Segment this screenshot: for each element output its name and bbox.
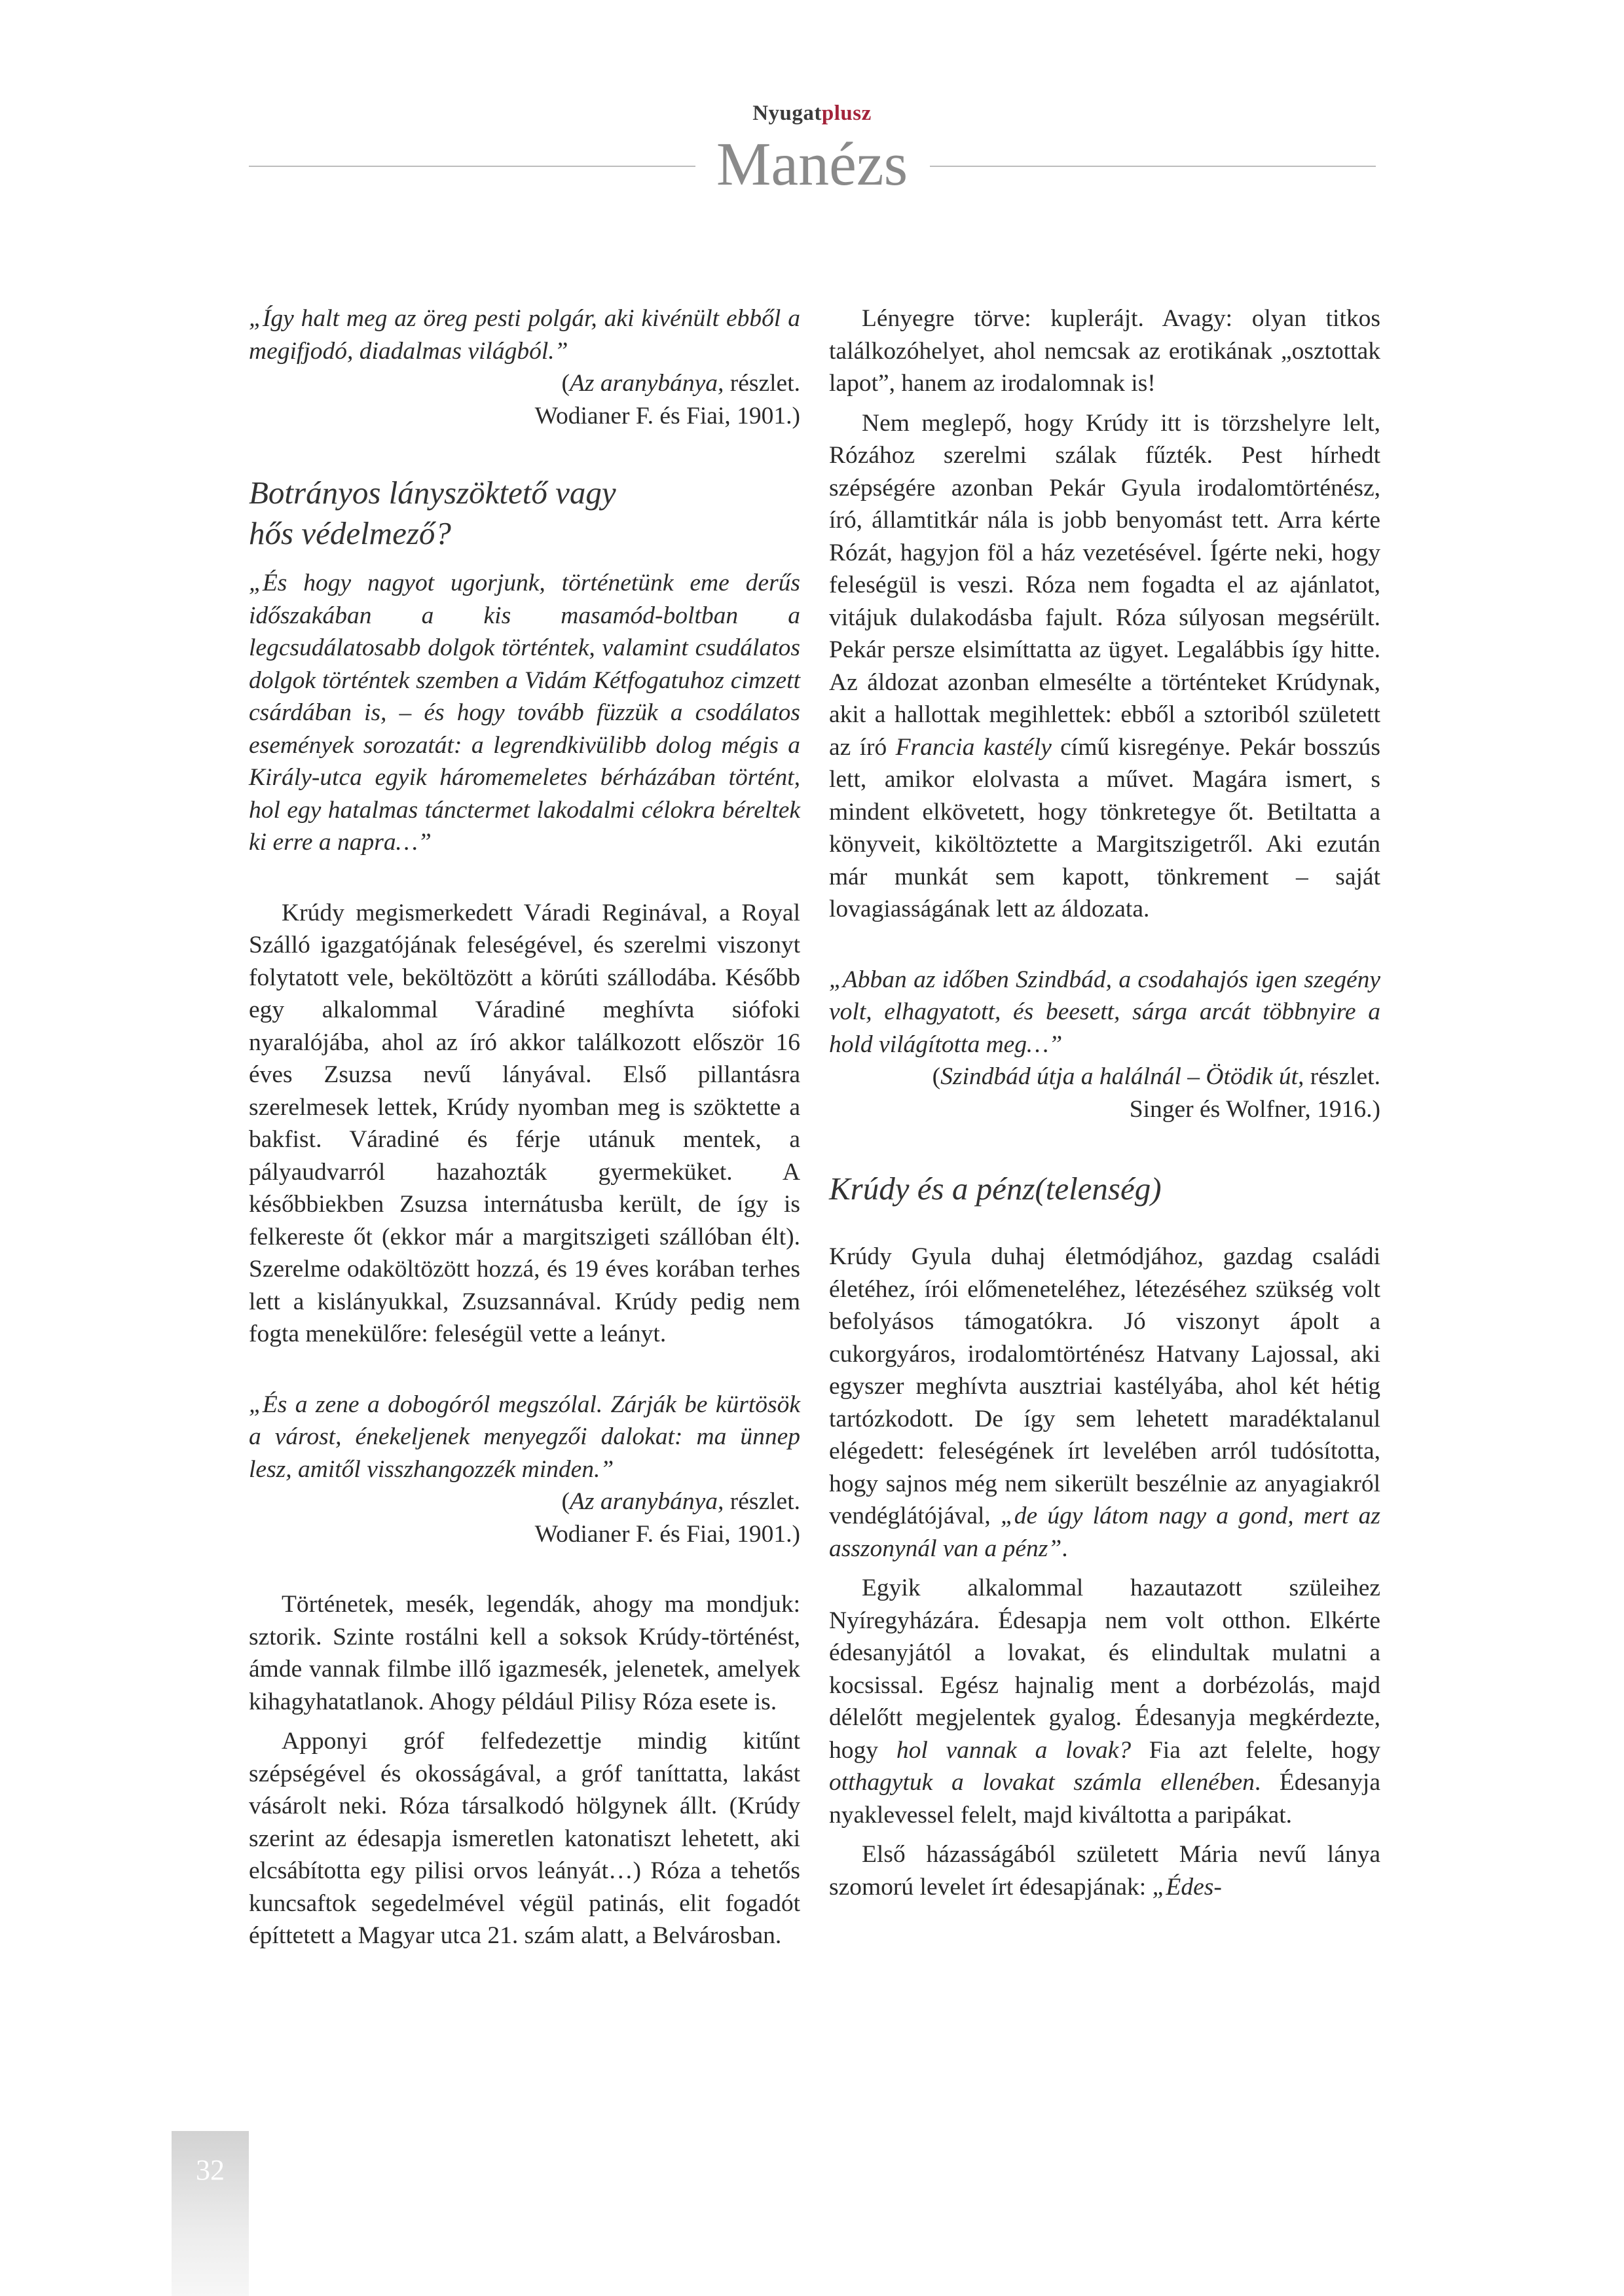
- heading-line-1: Botrányos lányszöktető vagy: [249, 475, 616, 511]
- source-title: Az aranybánya,: [570, 370, 724, 397]
- left-column: [249, 302, 800, 1952]
- hatvany-text-b: .: [1061, 1535, 1068, 1562]
- lovak-text-a: Egyik alkalommal hazautazott szüleihez Nyíregyházára. Édesapja nem volt otthon. Elkérte édesanyjától a lovakat, és elindultak mulatni a kocsissal. Egész hajnalig ment a dorbézolás, majd délelőtt megjelentek gyalog. Édesanyja megkérdezte, hogy: [829, 1575, 1380, 1764]
- brand-main: Nyugat: [752, 101, 822, 125]
- page-number: 32: [196, 2154, 225, 2186]
- quote-masamod: „És hogy nagyot ugorjunk, történetünk eme derűs időszakában a kis masamód-boltban a legcsudálatosabb dolgok történtek, valamint csudálatos dolgok történtek szemben a Vidám Kétfogatuhoz cimzett csárdában is, – és hogy tovább füzzük a csodálatos események sorozatát: a legrendkivülibb dolog mégis a Király-utca egyik háromemeletes bérházában történt, hol egy hatalmas tánctermet lakodalmi célokra béreltek ki erre a napra…”: [249, 570, 800, 856]
- source-rest: részlet.: [724, 1488, 800, 1515]
- source-paren: (: [932, 1063, 941, 1090]
- right-column: [829, 302, 1380, 1903]
- pekar-text-b: című kisregénye. Pekár bosszús lett, amikor elolvasta a művet. Magára ismert, s mindent elkövetett, hogy tönkretegye őt. Betiltatta a könyveit, kiköltöztette a Margitszigetről. Aki ezután már munkát sem kapott, tönkrement – saját lovagiasságának lett az áldozata.: [829, 733, 1380, 922]
- paragraph-maria: [829, 1838, 1380, 1903]
- lovak-text-b: Fia azt felelte, hogy: [1131, 1736, 1380, 1764]
- quote-szindbad: „Abban az időben Szindbád, a csodahajós igen szegény volt, elhagyatott, és beesett, sárga arcát többnyire a hold világította meg…”: [829, 966, 1380, 1058]
- quote-aranybanya-2: „És a zene a dobogóról megszólal. Zárják be kürtösök a várost, énekeljenek menyegzői dalokat: ma ünnep lesz, amitől visszhangozzék minden.”: [249, 1391, 800, 1483]
- lovak-text-c: . Édesanyja nyaklevessel felelt, majd kiváltotta a paripákat.: [829, 1769, 1380, 1829]
- quote-publisher-2: Wodianer F. és Fiai, 1901.): [534, 1520, 800, 1548]
- heading-penz: Krúdy és a pénz(telenség): [829, 1171, 1162, 1207]
- source-rest: részlet.: [724, 370, 800, 397]
- hatvany-text-a: Krúdy Gyula duhaj életmódjához, gazdag családi életéhez, írói előmeneteléhez, létezéséhez szükség volt befolyásos támogatókra. Jó viszonyt ápolt a cukorgyáros, irodalomtörténész Hatvany Lajossal, aki egyszer meghívta ausztriai kastélyába, ahol két hétig tartózkodott. De így sem lehetett maradéktalanul elégedett: feleségének írt levelében arról tudósította, hogy sajnos még nem sikerült beszélnie az anyagiakról vendéglátójával,: [829, 1243, 1380, 1529]
- quote-source-2: [249, 1485, 800, 1518]
- quote-publisher-1: Wodianer F. és Fiai, 1901.): [534, 402, 800, 429]
- paragraph-kuplerajt: Lényegre törve: kuplerájt. Avagy: olyan titkos találkozóhelyet, ahol nemcsak az erotikának „osztottak lapot”, hanem az irodalomnak is!: [829, 305, 1380, 397]
- paragraph-lovak: [829, 1572, 1380, 1831]
- source-title: Szindbád útja a halálnál – Ötödik út,: [940, 1063, 1304, 1090]
- paragraph-hatvany: [829, 1241, 1380, 1565]
- pekar-text-a: Nem meglepő, hogy Krúdy itt is törzshelyre lelt, Rózához szerelmi szálak fűzték. Pest hírhedt szépségére azonban Pekár Gyula irodalomtörténész, író, államtitkár nála is jobb benyomást tett. Arra kérte Rózát, hagyjon föl a ház vezetésével. Ígérte neki, hogy feleségül is veszi. Róza nem fogadta el az ajánlatot, vitájuk dulakodásba fajult. Róza súlyosan megsérült. Pekár persze elsimíttatta az ügyet. Legalábbis így hitte. Az áldozat azonban elmesélte a történteket Krúdynak, akit a hallottak megihlettek: ebből a sztoriból született az író: [829, 409, 1380, 761]
- maria-quote-start: „Édes-: [1152, 1873, 1222, 1901]
- quote-source-3: [829, 1061, 1380, 1093]
- quote-source-1: [249, 367, 800, 400]
- page-header: [0, 0, 1624, 216]
- source-paren: (: [561, 370, 570, 397]
- book-title-francia-kastely: Francia kastély: [895, 733, 1052, 761]
- lovak-answer: otthagytuk a lovakat számla ellenében: [829, 1769, 1255, 1796]
- header-rule-right: [930, 166, 1376, 167]
- magazine-brand: [0, 101, 1624, 126]
- section-title: Manézs: [716, 130, 908, 198]
- paragraph-apponyi: Apponyi gróf felfedezettje mindig kitűnt szépségével és okosságával, a gróf taníttatta, lakást vásárolt neki. Róza társalkodó hölgynek állt. (Krúdy szerint az édesapja ismeretlen katonatiszt lehetett, aki elcsábította egy pilisi orvos leányát…) Róza a tehetős kuncsaftok segedelmével végül patinás, elit fogadót építtetett a Magyar utca 21. szám alatt, a Belvárosban.: [249, 1728, 800, 1949]
- lovak-question: hol vannak a lovak?: [896, 1736, 1132, 1764]
- brand-plus: plusz: [821, 101, 872, 125]
- page-number-tab: [172, 2131, 249, 2296]
- paragraph-pekar: [829, 407, 1380, 926]
- quote-publisher-3: Singer és Wolfner, 1916.): [1129, 1095, 1380, 1123]
- heading-botranyos: [249, 473, 800, 554]
- paragraph-tortenetek: Történetek, mesék, legendák, ahogy ma mondjuk: sztorik. Szinte rostálni kell a soksok Krúdy-történést, ámde vannak filmbe illő igazmesék, jelenetek, amelyek kihagyhatatlanok. Ahogy például Pilisy Róza esete is.: [249, 1591, 800, 1715]
- hatvany-quote: „de úgy látom nagy a gond, mert az asszonynál van a pénz”: [829, 1503, 1380, 1562]
- paragraph-varadi: Krúdy megismerkedett Váradi Reginával, a Royal Szálló igazgatójának feleségével, és szerelmi viszonyt folytatott vele, beköltözött a körúti szállodába. Később egy alkalommal Váradiné meghívta siófoki nyaralójába, ahol az író akkor találkozott először 16 éves Zsuzsa nevű lányával. Első pillantásra szerelmesek lettek, Krúdy nyomban meg is szöktette a bakfist. Váradiné és férje utánuk mentek, a pályaudvarról hazahozták gyermeküket. A későbbiekben Zsuzsa internátusba került, de így is felkereste őt (ekkor már a margitszigeti szállóban élt). Szerelme odaköltözött hozzá, és 19 éves korában terhes lett a kislányukkal, Zsuzsannával. Krúdy pedig nem fogta menekülőre: feleségül vette a leányt.: [249, 899, 800, 1347]
- source-title: Az aranybánya,: [570, 1488, 724, 1515]
- source-rest: részlet.: [1304, 1063, 1380, 1090]
- heading-line-2: hős védelmező?: [249, 515, 451, 551]
- quote-aranybanya-1: „Így halt meg az öreg pesti polgár, aki kivénült ebből a megifjodó, diadalmas világból.”: [249, 305, 800, 365]
- source-paren: (: [561, 1488, 570, 1515]
- maria-text-a: Első házasságából született Mária nevű lánya szomorú levelet írt édesapjának:: [829, 1841, 1380, 1901]
